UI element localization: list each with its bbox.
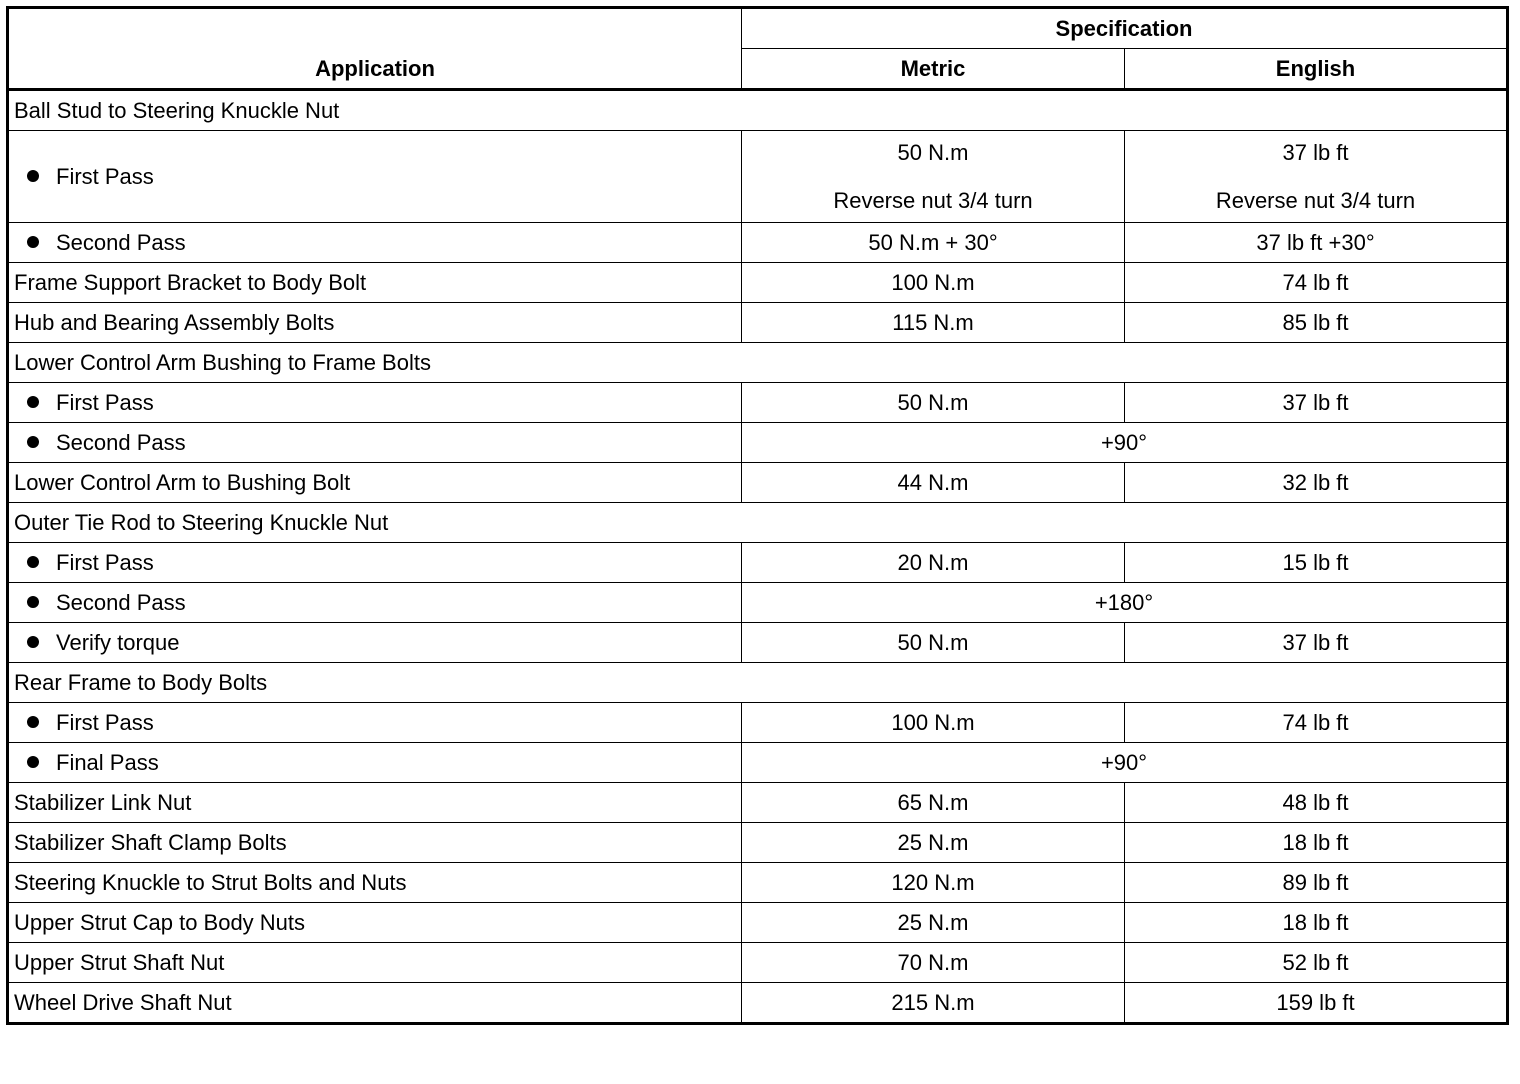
bullet-icon bbox=[27, 396, 39, 408]
bullet-icon bbox=[27, 596, 39, 608]
table-row bbox=[8, 703, 1508, 743]
metric-header: Metric bbox=[742, 49, 1125, 90]
application-cell bbox=[8, 223, 742, 263]
section-heading-cell: Outer Tie Rod to Steering Knuckle Nut bbox=[8, 503, 1508, 543]
application-label: Verify torque bbox=[56, 629, 180, 655]
table-row bbox=[8, 943, 1508, 983]
spanned-spec-cell: +90° bbox=[742, 423, 1508, 463]
application-cell: Upper Strut Shaft Nut bbox=[8, 943, 742, 983]
table-row bbox=[8, 583, 1508, 623]
section-heading-cell: Ball Stud to Steering Knuckle Nut bbox=[8, 90, 1508, 131]
english-cell: 32 lb ft bbox=[1125, 463, 1508, 503]
bullet-icon bbox=[27, 716, 39, 728]
spanned-spec-cell: +180° bbox=[742, 583, 1508, 623]
application-cell bbox=[8, 583, 742, 623]
table-row bbox=[8, 423, 1508, 463]
application-cell: Lower Control Arm to Bushing Bolt bbox=[8, 463, 742, 503]
table-row bbox=[8, 131, 1508, 223]
table-row bbox=[8, 303, 1508, 343]
table-row bbox=[8, 463, 1508, 503]
english-cell: 52 lb ft bbox=[1125, 943, 1508, 983]
english-cell: 15 lb ft bbox=[1125, 543, 1508, 583]
application-cell bbox=[8, 383, 742, 423]
application-label: Final Pass bbox=[56, 749, 159, 775]
table-row bbox=[8, 263, 1508, 303]
english-cell: 85 lb ft bbox=[1125, 303, 1508, 343]
section-heading-cell: Rear Frame to Body Bolts bbox=[8, 663, 1508, 703]
table-row bbox=[8, 983, 1508, 1024]
application-label: Second Pass bbox=[56, 429, 186, 455]
metric-cell bbox=[742, 131, 1125, 223]
table-row bbox=[8, 663, 1508, 703]
application-cell bbox=[8, 703, 742, 743]
metric-cell: 50 N.m bbox=[742, 623, 1125, 663]
table-body bbox=[8, 90, 1508, 1024]
application-label: First Pass bbox=[56, 163, 154, 189]
application-cell bbox=[8, 623, 742, 663]
application-cell: Steering Knuckle to Strut Bolts and Nuts bbox=[8, 863, 742, 903]
table-row bbox=[8, 863, 1508, 903]
english-cell: 159 lb ft bbox=[1125, 983, 1508, 1024]
application-cell: Frame Support Bracket to Body Bolt bbox=[8, 263, 742, 303]
table-row bbox=[8, 623, 1508, 663]
table-row bbox=[8, 90, 1508, 131]
application-cell bbox=[8, 131, 742, 223]
application-label: First Pass bbox=[56, 389, 154, 415]
metric-cell: 44 N.m bbox=[742, 463, 1125, 503]
bullet-icon bbox=[27, 636, 39, 648]
english-note: Reverse nut 3/4 turn bbox=[1215, 187, 1416, 213]
bullet-icon bbox=[27, 236, 39, 248]
table-row bbox=[8, 343, 1508, 383]
english-cell: 74 lb ft bbox=[1125, 263, 1508, 303]
bullet-icon bbox=[27, 556, 39, 568]
table-row bbox=[8, 383, 1508, 423]
application-cell: Stabilizer Link Nut bbox=[8, 783, 742, 823]
metric-stack bbox=[746, 136, 1120, 218]
table-row bbox=[8, 223, 1508, 263]
metric-cell: 70 N.m bbox=[742, 943, 1125, 983]
metric-cell: 115 N.m bbox=[742, 303, 1125, 343]
header-row-top bbox=[8, 8, 1508, 49]
metric-value: 50 N.m bbox=[897, 139, 969, 165]
application-label: Second Pass bbox=[56, 589, 186, 615]
metric-cell: 100 N.m bbox=[742, 703, 1125, 743]
metric-cell: 50 N.m + 30° bbox=[742, 223, 1125, 263]
table-row bbox=[8, 823, 1508, 863]
english-cell: 37 lb ft +30° bbox=[1125, 223, 1508, 263]
application-label: First Pass bbox=[56, 549, 154, 575]
application-cell bbox=[8, 423, 742, 463]
metric-cell: 100 N.m bbox=[742, 263, 1125, 303]
application-header: Application bbox=[8, 8, 742, 90]
application-label: First Pass bbox=[56, 709, 154, 735]
table-row bbox=[8, 543, 1508, 583]
metric-cell: 25 N.m bbox=[742, 903, 1125, 943]
metric-cell: 215 N.m bbox=[742, 983, 1125, 1024]
specification-header: Specification bbox=[742, 8, 1508, 49]
metric-cell: 20 N.m bbox=[742, 543, 1125, 583]
section-heading-cell: Lower Control Arm Bushing to Frame Bolts bbox=[8, 343, 1508, 383]
table-row bbox=[8, 903, 1508, 943]
metric-cell: 120 N.m bbox=[742, 863, 1125, 903]
english-cell: 89 lb ft bbox=[1125, 863, 1508, 903]
english-stack bbox=[1129, 136, 1502, 218]
table-row bbox=[8, 783, 1508, 823]
application-cell: Upper Strut Cap to Body Nuts bbox=[8, 903, 742, 943]
application-cell: Wheel Drive Shaft Nut bbox=[8, 983, 742, 1024]
application-cell bbox=[8, 743, 742, 783]
english-cell: 48 lb ft bbox=[1125, 783, 1508, 823]
bullet-icon bbox=[27, 436, 39, 448]
english-cell: 37 lb ft bbox=[1125, 383, 1508, 423]
table-row bbox=[8, 743, 1508, 783]
application-label: Second Pass bbox=[56, 229, 186, 255]
english-header: English bbox=[1125, 49, 1508, 90]
english-cell: 37 lb ft bbox=[1125, 623, 1508, 663]
english-cell: 18 lb ft bbox=[1125, 903, 1508, 943]
spanned-spec-cell: +90° bbox=[742, 743, 1508, 783]
table-row bbox=[8, 503, 1508, 543]
english-cell: 18 lb ft bbox=[1125, 823, 1508, 863]
metric-cell: 65 N.m bbox=[742, 783, 1125, 823]
english-cell bbox=[1125, 131, 1508, 223]
application-cell: Hub and Bearing Assembly Bolts bbox=[8, 303, 742, 343]
bullet-icon bbox=[27, 756, 39, 768]
application-cell: Stabilizer Shaft Clamp Bolts bbox=[8, 823, 742, 863]
bullet-icon bbox=[27, 170, 39, 182]
metric-cell: 50 N.m bbox=[742, 383, 1125, 423]
application-cell bbox=[8, 543, 742, 583]
metric-note: Reverse nut 3/4 turn bbox=[833, 187, 1033, 213]
metric-cell: 25 N.m bbox=[742, 823, 1125, 863]
torque-spec-table bbox=[6, 6, 1509, 1025]
english-cell: 74 lb ft bbox=[1125, 703, 1508, 743]
english-value: 37 lb ft bbox=[1282, 139, 1349, 165]
